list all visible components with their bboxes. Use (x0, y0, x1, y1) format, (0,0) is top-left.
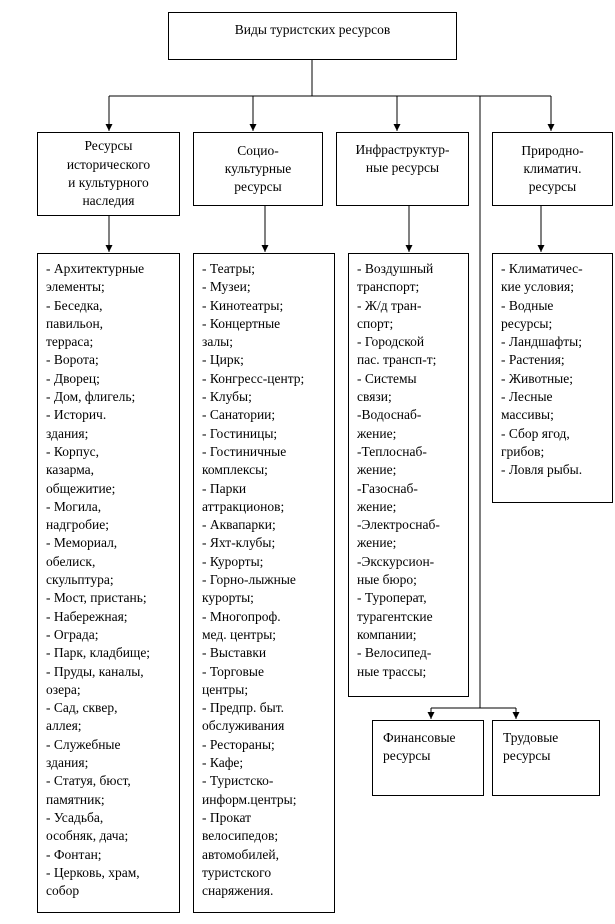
list-item: - Воздушный транспорт; (357, 261, 434, 295)
list-item: - Клубы; (202, 389, 252, 405)
heritage-list-box (37, 253, 180, 913)
list-item: - Усадьба, особняк, дача; (46, 809, 129, 844)
infrastructure-header-box (336, 132, 469, 206)
list-item: -Электроснаб- жение; (357, 517, 440, 551)
list-item: - Предпр. быт. обслуживания (202, 700, 285, 734)
root-box (168, 12, 457, 60)
list-item: - Дворец; (46, 370, 100, 386)
list-item: - Концертные залы; (202, 315, 281, 350)
list-item: - Климатичес- кие условия; (501, 261, 583, 295)
list-item: - Ландшафты; (501, 334, 582, 350)
list-item: - Аквапарки; (202, 517, 276, 533)
list-item: - Санатории; (202, 407, 276, 423)
finance-box (372, 720, 484, 796)
list-item: - Мост, пристань; (46, 590, 147, 606)
list-item: - Ловля рыбы. (501, 462, 583, 478)
list-item: - Парк, кладбище; (46, 645, 151, 661)
list-item: - Сбор ягод, грибов; (501, 425, 570, 459)
list-item: - Сад, сквер, аллея; (46, 700, 118, 734)
list-item: - Торговые центры; (202, 663, 264, 697)
list-item: - Дом, флигель; (46, 389, 136, 405)
sociocultural-list-box (193, 253, 335, 913)
list-item: -Водоснаб- жение; (357, 407, 422, 441)
sociocultural-header-box (193, 132, 323, 206)
infrastructure-title: Инфраструктур- ные ресурсы (355, 142, 450, 176)
list-item: - Прокат велосипедов; автомобилей, туристского снаряжения. (202, 809, 279, 899)
list-item: - Ж/д тран- спорт; (357, 297, 422, 331)
finance-title: Финансовые ресурсы (383, 730, 456, 764)
list-item: - Архитектурные элементы; (46, 261, 145, 295)
list-item: - Историч. здания; (46, 407, 107, 441)
list-item: - Пруды, каналы, озера; (46, 663, 144, 697)
list-item: - Церковь, храм, собор (46, 864, 140, 899)
list-item: -Газоснаб- жение; (357, 480, 418, 514)
list-item: - Лесные массивы; (501, 389, 554, 423)
list-item: - Гостиницы; (202, 425, 278, 441)
list-item: - Растения; (501, 352, 565, 368)
list-item: - Кафе; (202, 755, 244, 771)
list-item: - Кинотеатры; (202, 297, 284, 313)
list-item: - Служебные здания; (46, 736, 121, 771)
list-item: - Водные ресурсы; (501, 297, 554, 331)
list-item: - Музеи; (202, 279, 251, 295)
sociocultural-title: Социо- культурные ресурсы (224, 142, 292, 195)
list-item: - Яхт-клубы; (202, 535, 276, 551)
list-item: - Театры; (202, 261, 256, 276)
list-item: - Фонтан; (46, 846, 102, 862)
labor-title: Трудовые ресурсы (503, 730, 559, 764)
root-title: Виды туристских ресурсов (234, 21, 391, 37)
list-item: - Могила, надгробие; (46, 498, 109, 533)
heritage-header-box (37, 132, 180, 216)
labor-box (492, 720, 600, 796)
natural-title: Природно- климатич. ресурсы (521, 142, 584, 195)
list-item: - Ограда; (46, 626, 99, 642)
list-item: - Гостиничные комплексы; (202, 443, 287, 478)
list-item: - Конгресс-центр; (202, 370, 305, 386)
list-item: - Велосипед- ные трассы; (357, 645, 432, 679)
list-item: - Набережная; (46, 608, 128, 624)
list-item: -Экскурсион- ные бюро; (357, 553, 435, 588)
list-item: - Корпус, казарма, общежитие; (46, 443, 116, 496)
list-item: - Беседка, павильон, терраса; (46, 297, 104, 350)
list-item: - Системы связи; (357, 370, 417, 405)
list-item: - Статуя, бюст, памятник; (46, 773, 131, 807)
list-item: - Курорты; (202, 553, 264, 569)
list-item: - Туроперат, турагентские компании; (357, 590, 433, 642)
list-item: - Горно-лыжные курорты; (202, 572, 296, 606)
natural-header-box (492, 132, 613, 206)
list-item: - Туристско- информ.центры; (202, 773, 297, 807)
list-item: - Многопроф. мед. центры; (202, 608, 281, 642)
list-item: - Городской пас. трансп-т; (357, 334, 437, 368)
list-item: -Теплоснаб- жение; (357, 443, 427, 478)
list-item: - Животные; (501, 370, 573, 386)
list-item: - Ворота; (46, 352, 99, 368)
list-item: - Мемориал, обелиск, скульптура; (46, 535, 118, 588)
list-item: - Выставки (202, 645, 267, 661)
heritage-title: Ресурсы исторического и культурного наследия (66, 138, 151, 209)
natural-list-box (492, 253, 613, 503)
list-item: - Рестораны; (202, 736, 275, 752)
infrastructure-list-box (348, 253, 469, 697)
list-item: - Парки аттракционов; (202, 480, 285, 514)
list-item: - Цирк; (202, 352, 244, 368)
